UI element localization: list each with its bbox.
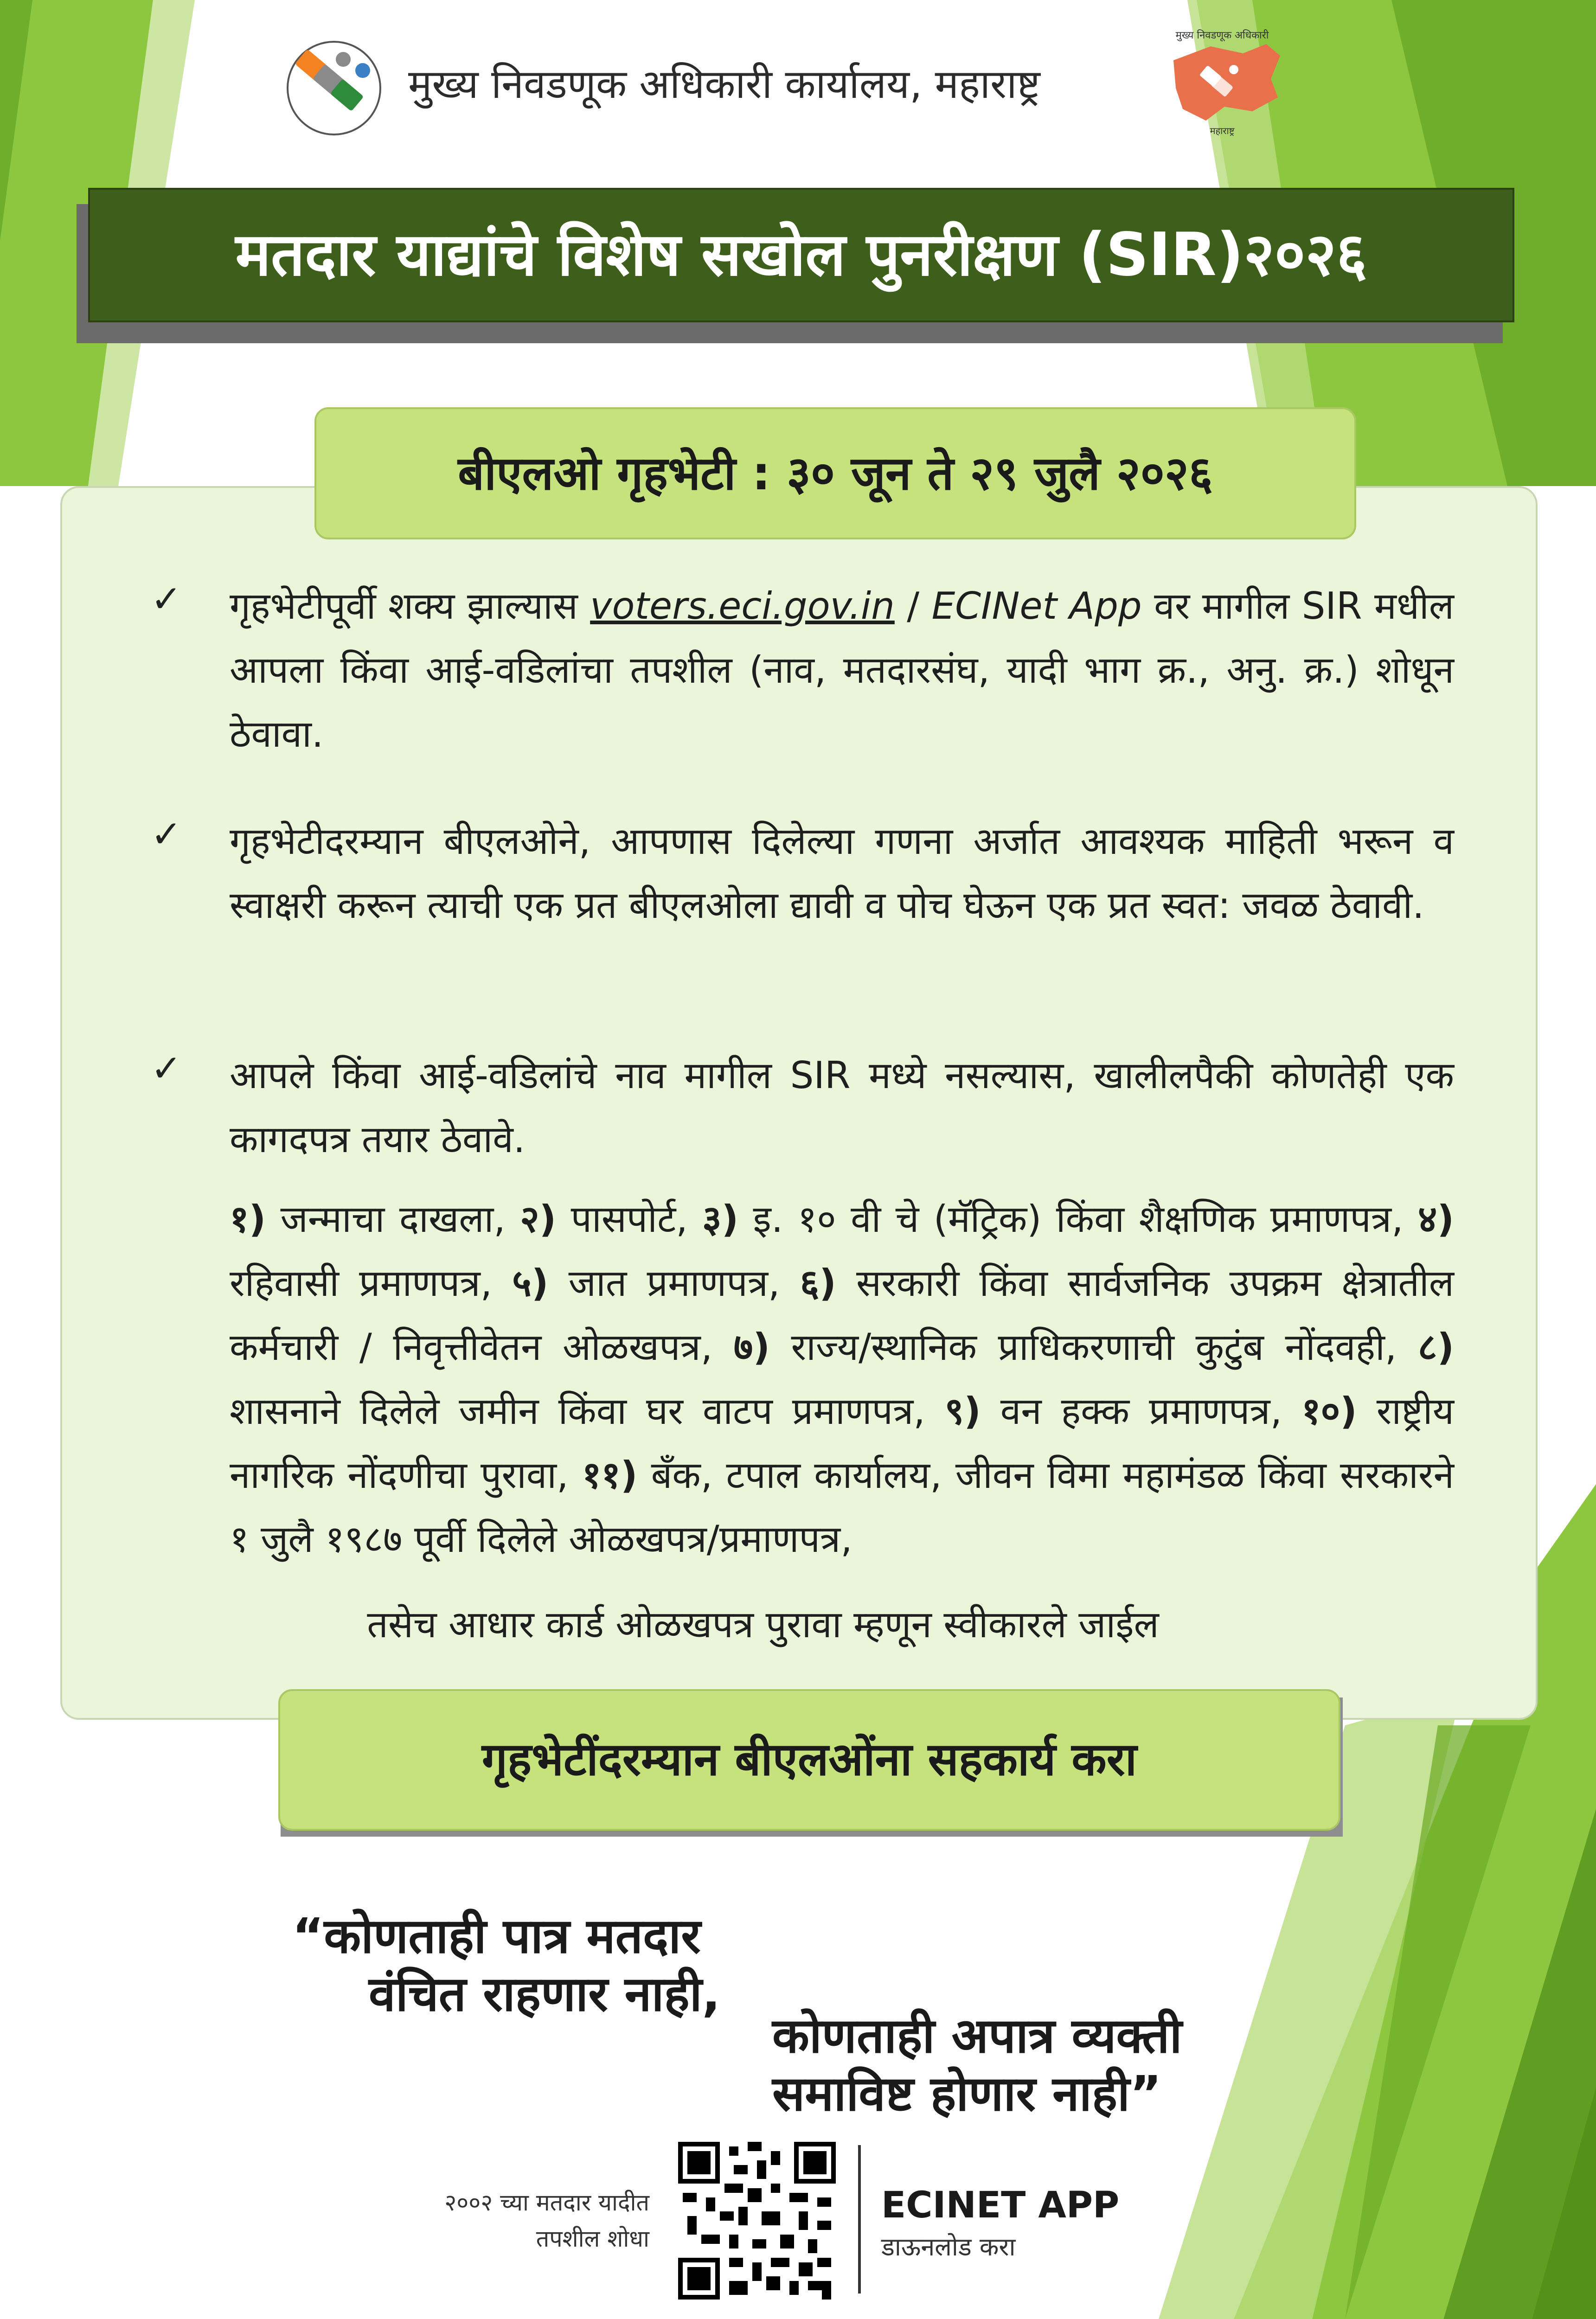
banner-title: मतदार याद्यांचे विशेष सखोल पुनरीक्षण (SIR)२०२६ bbox=[235, 220, 1367, 289]
point-2: गृहभेटीदरम्यान बीएलओने, आपणास दिलेल्या गणना अर्जात आवश्यक माहिती भरून व स्वाक्षरी करून त्याची एक प्रत बीएलओला द्यावी व पोच घेऊन एक प्रत स्वत: जवळ ठेवावी. bbox=[230, 820, 1454, 927]
doc-item: ९) वन हक्क प्रमाणपत्र, bbox=[944, 1390, 1282, 1433]
visit-heading: बीएलओ गृहभेटी : ३० जून ते २९ जुलै २०२६ bbox=[458, 446, 1213, 500]
mh-logo-state: महाराष्ट्र bbox=[1210, 125, 1235, 136]
point-1-separator: / bbox=[894, 584, 932, 628]
point-3: आपले किंवा आई-वडिलांचे नाव मागील SIR मध्ये नसल्यास, खालीलपैकी कोणतेही एक कागदपत्र तयार ठेवावे. bbox=[230, 1054, 1454, 1161]
mh-logo-caption: मुख्य निवडणूक अधिकारी bbox=[1175, 30, 1269, 41]
checkmark-icon: ✓ bbox=[151, 577, 182, 621]
eci-logo bbox=[278, 37, 390, 139]
app-download-label: डाऊनलोड करा bbox=[881, 2232, 1016, 2261]
doc-item: ८) शासनाने दिलेले जमीन किंवा घर वाटप प्रमाणपत्र, bbox=[230, 1326, 1455, 1433]
maharashtra-map-logo-icon bbox=[1155, 28, 1289, 139]
doc-item: ४) रहिवासी प्रमाणपत्र, bbox=[230, 1198, 1455, 1305]
voters-portal-link[interactable]: voters.eci.gov.in bbox=[590, 584, 895, 628]
point-1 bbox=[230, 574, 1454, 766]
qr-code[interactable] bbox=[678, 2142, 836, 2300]
qr-caption bbox=[404, 2184, 649, 2257]
point-1-rest: वर मागील SIR मधील आपला किंवा आई-वडिलांचा तपशील (नाव, मतदारसंघ, यादी भाग क्र., अनु. क्र.) शोधून ठेवावा. bbox=[230, 584, 1454, 756]
checkmark-icon: ✓ bbox=[151, 1047, 182, 1090]
doc-item: ७) राज्य/स्थानिक प्राधिकरणाची कुटुंब नोंदवही, bbox=[733, 1326, 1397, 1369]
doc-item: ११) बँक, टपाल कार्यालय, जीवन विमा महामंडळ किंवा सरकारने १ जुलै १९८७ पूर्वी दिलेले ओळखपत्र/प्रमाणपत्र, bbox=[230, 1454, 1454, 1561]
doc-item: ३) इ. १० वी चे (मॅट्रिक) किंवा शैक्षणिक प्रमाणपत्र, bbox=[702, 1198, 1404, 1241]
qr-code-icon bbox=[678, 2142, 836, 2300]
maharashtra-logo bbox=[1155, 28, 1289, 139]
ecinet-app-name: ECINet App bbox=[931, 584, 1142, 628]
aadhar-note: तसेच आधार कार्ड ओळखपत्र पुरावा म्हणून स्वीकारले जाईल bbox=[367, 1603, 1159, 1646]
point-1-intro: गृहभेटीपूर्वी शक्य झाल्यास bbox=[230, 584, 590, 628]
doc-item: ५) जात प्रमाणपत्र, bbox=[512, 1262, 780, 1305]
office-title: मुख्य निवडणूक अधिकारी कार्यालय, महाराष्ट्र bbox=[408, 61, 1040, 108]
doc-item: १०) राष्ट्रीय नागरिक नोंदणीचा पुरावा, bbox=[230, 1390, 1454, 1497]
checkmark-icon: ✓ bbox=[151, 813, 182, 856]
doc-item: ६) सरकारी किंवा सार्वजनिक उपक्रम क्षेत्रातील कर्मचारी / निवृत्तीवेतन ओळखपत्र, bbox=[230, 1262, 1455, 1369]
slogan-line-2: वंचित राहणार नाही, bbox=[369, 1966, 721, 2022]
doc-item: १) जन्माचा दाखला, bbox=[230, 1198, 506, 1241]
app-title: ECINET APP bbox=[881, 2184, 1120, 2226]
qr-divider bbox=[858, 2145, 861, 2293]
slogan-line-1: “कोणताही पात्र मतदार bbox=[292, 1908, 701, 1964]
doc-item: २) पासपोर्ट, bbox=[520, 1198, 688, 1241]
qr-caption-line-1: २००२ च्या मतदार यादीत bbox=[444, 2189, 649, 2216]
document-list bbox=[230, 1187, 1454, 1571]
slogan-line-3: कोणताही अपात्र व्यक्ती bbox=[772, 2007, 1182, 2064]
cooperate-message: गृहभेटींदरम्यान बीएलओंना सहकार्य करा bbox=[481, 1733, 1137, 1786]
slogan-line-4: समाविष्ट होणार नाही” bbox=[772, 2065, 1162, 2122]
qr-caption-line-2: तपशील शोधा bbox=[536, 2225, 649, 2252]
eci-ink-logo-icon bbox=[278, 37, 390, 139]
